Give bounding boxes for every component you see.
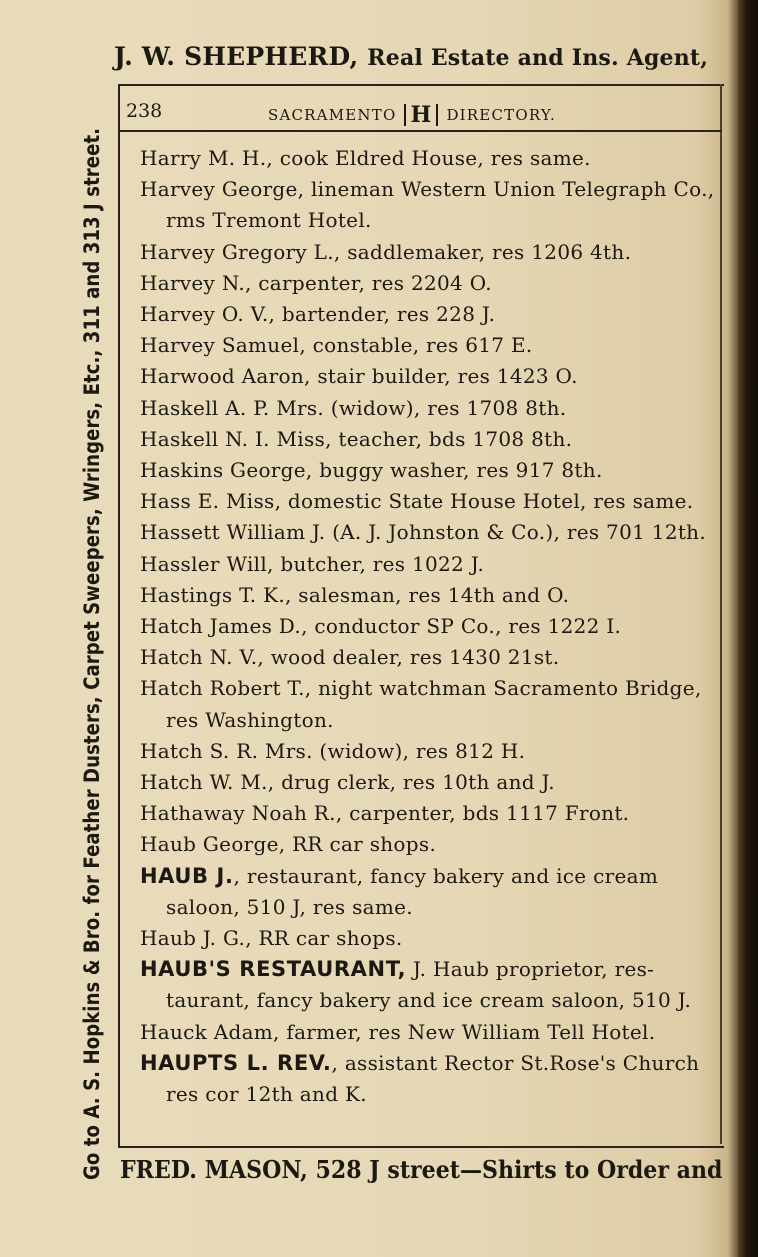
directory-entry xyxy=(140,1051,699,1075)
directory-entry xyxy=(140,739,525,763)
entry-text: Harvey Samuel, constable, res 617 E. xyxy=(140,333,533,358)
entry-text: Harvey Gregory L., saddlemaker, res 1206 4th. xyxy=(140,239,632,264)
entry-text: Haub George, RR car shops. xyxy=(140,832,437,857)
directory-entry xyxy=(140,458,603,482)
entry-bold-name: HAUPTS L. REV. xyxy=(140,1050,332,1075)
directory-entry xyxy=(140,1020,655,1044)
directory-entry xyxy=(140,957,654,981)
entry-text: Hatch S. R. Mrs. (widow), res 812 H. xyxy=(140,738,526,763)
entry-text: rms Tremont Hotel. xyxy=(166,208,372,233)
entry-continuation-line xyxy=(166,208,372,232)
entry-text: Hass E. Miss, domestic State House Hotel, res same. xyxy=(140,489,694,514)
directory-entry xyxy=(140,801,629,825)
entry-text: Haub J. G., RR car shops. xyxy=(140,926,403,950)
entry-text: Harvey N., carpenter, res 2204 O. xyxy=(140,270,492,295)
entry-text: Harwood Aaron, stair builder, res 1423 O. xyxy=(140,364,578,389)
directory-entry xyxy=(140,177,714,201)
entry-text: Haskins George, buggy washer, res 917 8th. xyxy=(140,458,603,482)
entry-text: res cor 12th and K. xyxy=(166,1082,367,1106)
directory-entry xyxy=(140,302,495,326)
directory-entry xyxy=(140,427,572,451)
entry-text: Hauck Adam, farmer, res New William Tell Hotel. xyxy=(140,1019,656,1044)
section-letter: H xyxy=(404,104,438,126)
entry-text: Hassler Will, butcher, res 1022 J. xyxy=(140,551,485,576)
entry-text: Hassett William J. (A. J. Johnston & Co.), res 701 12th. xyxy=(140,520,707,545)
directory-entry xyxy=(140,146,591,170)
page-frame-right-edge xyxy=(720,84,722,1144)
entry-text: Hathaway Noah R., carpenter, bds 1117 Front. xyxy=(140,801,630,826)
entry-text: saloon, 510 J, res same. xyxy=(166,894,413,919)
entry-continuation-line xyxy=(166,708,334,732)
directory-entry xyxy=(140,583,569,607)
entry-bold-name: HAUB'S RESTAURANT, xyxy=(140,957,407,982)
top-ad-text: Real Estate and Ins. Agent, xyxy=(367,45,709,71)
directory-entry xyxy=(140,364,578,388)
directory-entry xyxy=(140,271,492,295)
entry-text: Hatch W. M., drug clerk, res 10th and J. xyxy=(140,770,555,794)
entry-continuation-line xyxy=(166,988,691,1012)
entry-text: Hatch James D., conductor SP Co., res 1222 I. xyxy=(140,614,622,638)
entry-continuation-line xyxy=(166,1082,367,1106)
running-head xyxy=(268,102,556,128)
top-ad-name: J. W. SHEPHERD, xyxy=(114,42,359,71)
entry-text: Hatch N. V., wood dealer, res 1430 21st. xyxy=(140,645,560,670)
directory-entry xyxy=(140,240,631,264)
entry-text: Harvey George, lineman Western Union Telegraph Co., xyxy=(140,177,715,202)
entry-text: Harry M. H., cook Eldred House, res same. xyxy=(140,146,591,170)
header-rule xyxy=(118,130,722,132)
running-head-left: SACRAMENTO xyxy=(268,106,397,124)
directory-entry xyxy=(140,552,484,576)
bottom-advertisement: FRED. MASON, 528 J street—Shirts to Order and xyxy=(120,1155,723,1184)
entry-text: Haskell A. P. Mrs. (widow), res 1708 8th. xyxy=(140,395,567,420)
entry-text: , restaurant, fancy bakery and ice cream xyxy=(233,863,659,888)
entry-text: Hastings T. K., salesman, res 14th and O. xyxy=(140,582,570,607)
directory-entry xyxy=(140,614,621,638)
book-spine-shadow xyxy=(738,0,758,1257)
entry-text: J. Haub proprietor, res- xyxy=(406,957,655,982)
directory-entry xyxy=(140,520,706,544)
running-head-right: DIRECTORY. xyxy=(446,106,556,124)
directory-entry xyxy=(140,832,436,856)
directory-entry xyxy=(140,864,658,888)
directory-entry xyxy=(140,926,403,950)
entry-continuation-line xyxy=(166,895,413,919)
top-advertisement xyxy=(114,42,734,71)
entry-text: Harvey O. V., bartender, res 228 J. xyxy=(140,302,496,326)
directory-entry xyxy=(140,770,555,794)
directory-entry xyxy=(140,489,693,513)
entry-bold-name: HAUB J. xyxy=(140,863,234,888)
directory-entry xyxy=(140,645,559,669)
entry-text: , assistant Rector St.Rose's Church xyxy=(331,1050,700,1075)
page-number: 238 xyxy=(126,100,163,122)
entry-text: taurant, fancy bakery and ice cream saloon, 510 J. xyxy=(166,988,692,1013)
directory-entry xyxy=(140,396,566,420)
entry-text: Hatch Robert T., night watchman Sacramento Bridge, xyxy=(140,676,702,701)
entry-text: Haskell N. I. Miss, teacher, bds 1708 8th. xyxy=(140,426,573,451)
directory-entry xyxy=(140,333,533,357)
directory-entry xyxy=(140,676,702,700)
entry-text: res Washington. xyxy=(166,707,334,732)
side-advertisement: Go to A. S. Hopkins & Bro. for Feather Dusters, Carpet Sweepers, Wringers, Etc., 311 and 313 J street. xyxy=(80,127,104,1181)
